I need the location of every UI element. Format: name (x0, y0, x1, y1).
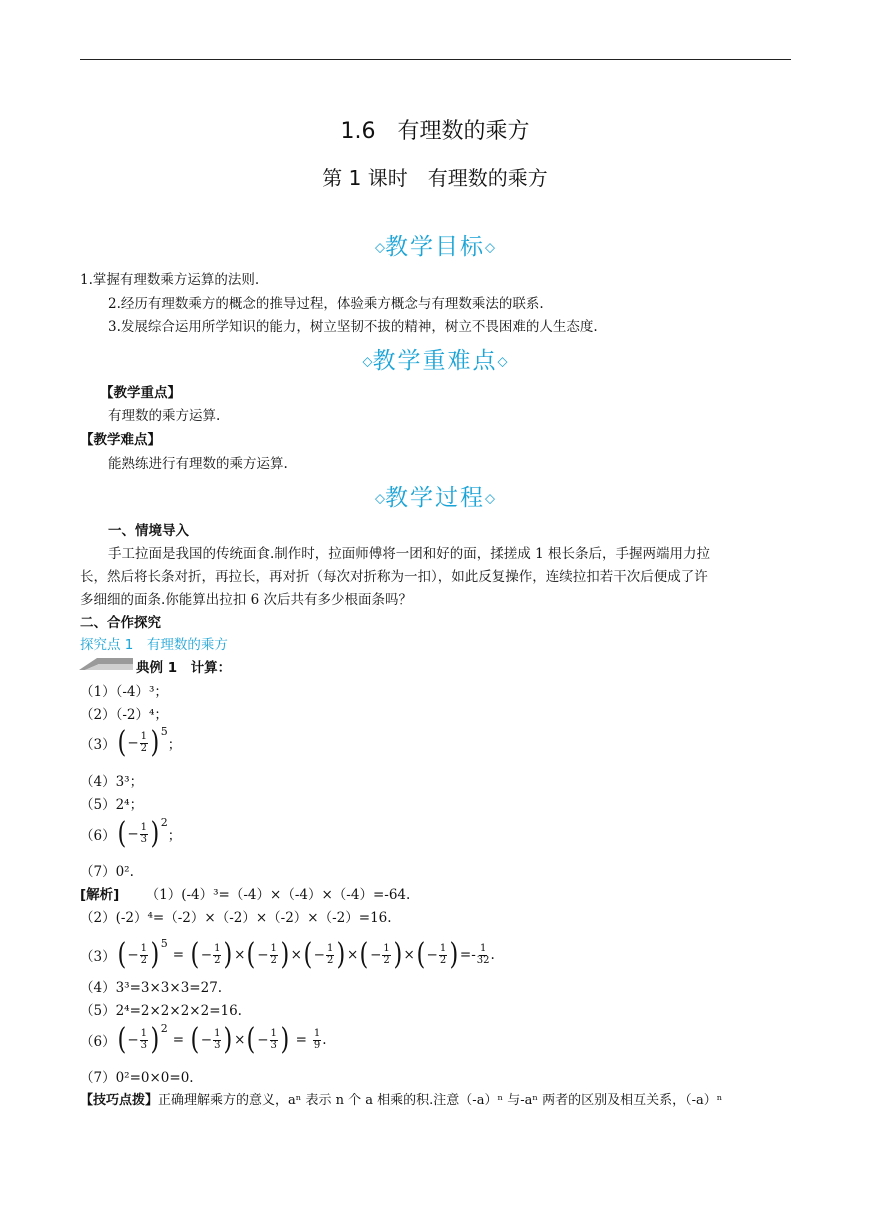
solution-line: （2）(-2）⁴=（-2）×（-2）×（-2）×（-2）=16. (80, 910, 392, 926)
solution-line: （3） ( − $\frac{1}{2}$ ) 5 = ( − $\frac{1}{2}$ ) × ( − $\frac{1}{2}$ ) × ( − $\frac{1}{2}$ ) × ( − $\frac{1}{2}$ ) × ( − $\frac{1}{2}$ ) =- $\frac{1}{32}$ . (80, 936, 495, 972)
lesson-subtitle: 第 1 课时 有理数的乘方 (322, 166, 548, 190)
problem-item: （5）2⁴； (80, 797, 144, 813)
intro-paragraph-line: 长，然后将长条对折，再拉长，再对折（每次对折称为一扣），如此反复操作，连续拉扣若干次后便成了许 (80, 569, 708, 585)
objective-item: 2.经历有理数乘方的概念的推导过程，体验乘方概念与有理数乘法的联系. (108, 296, 544, 312)
solution-line: [解析] （1）(-4）³=（-4）×（-4）×（-4）=-64. (80, 887, 411, 903)
tip-paragraph (80, 1089, 722, 1108)
section-objectives-heading (0, 228, 870, 261)
fraction: $\frac{1}{2}$ (140, 731, 147, 754)
solution-line: （7）0²=0×0=0. (80, 1070, 194, 1086)
diamond-icon: ◇ (375, 491, 385, 507)
exponent: 5 (160, 724, 168, 738)
exponent: 2 (160, 815, 168, 829)
analysis-label: [解析] (80, 887, 120, 903)
solution-line: （4）3³=3×3×3=27. (80, 980, 223, 996)
section-process-heading (0, 479, 870, 512)
section-process-label: 教学过程 (385, 485, 485, 511)
problem-item: （6） ( − $\frac{1}{3}$ ) 2 ； (80, 815, 182, 851)
objective-item: 3.发展综合运用所学知识的能力，树立坚韧不拔的精神，树立不畏困难的人生态度. (108, 319, 598, 335)
page-title: 1.6 有理数的乘方 (340, 119, 530, 144)
example-tag-icon (79, 656, 133, 670)
tip-text: 正确理解乘方的意义，aⁿ 表示 n 个 a 相乘的积.注意（-a）ⁿ 与-aⁿ 两者的区别及相互关系，（-a）ⁿ (158, 1093, 723, 1108)
diamond-icon: ◇ (485, 491, 495, 507)
section-objectives-label: 教学目标 (385, 234, 485, 260)
intro-paragraph-line: 多细细的面条.你能算出拉扣 6 次后共有多少根面条吗？ (80, 592, 412, 608)
part1-title: 一、情境导入 (108, 523, 189, 539)
header-rule (80, 59, 791, 60)
tip-label: 【技巧点拨】 (80, 1093, 159, 1108)
diamond-icon: ◇ (497, 354, 508, 370)
diamond-icon: ◇ (362, 354, 373, 370)
focus-text: 有理数的乘方运算. (108, 408, 221, 424)
problem-item: （3） ( − $\frac{1}{2}$ ) 5 ； (80, 724, 182, 760)
difficulty-label: 【教学难点】 (80, 432, 161, 448)
fraction: $\frac{1}{3}$ (140, 822, 147, 845)
problem-item: （7）0². (80, 864, 134, 880)
problem-label: （3） (80, 737, 116, 753)
section-keypoints-heading (0, 342, 870, 375)
example-label: 典例 1 计算： (136, 660, 232, 676)
problem-item: （1）（-4）³； (80, 684, 168, 700)
diamond-icon: ◇ (485, 240, 495, 256)
result-fraction: $\frac{1}{9}$ (313, 1028, 321, 1051)
objective-item: 1.掌握有理数乘方运算的法则. (80, 272, 260, 288)
solution-line: （6） ( − $\frac{1}{3}$ ) 2 = ( − $\frac{1}{3}$ ) × ( − $\frac{1}{3}$ ) = $\frac{1}{9}$ . (80, 1021, 327, 1057)
problem-item: （2）（-2）⁴； (80, 707, 168, 723)
diamond-icon: ◇ (375, 240, 385, 256)
part2-title: 二、合作探究 (80, 615, 161, 631)
problem-item: （4）3³； (80, 774, 144, 790)
problem-label: （6） (80, 828, 116, 844)
explore-point-heading: 探究点 1 有理数的乘方 (80, 637, 228, 653)
difficulty-text: 能熟练进行有理数的乘方运算. (108, 456, 288, 472)
intro-paragraph-line: 手工拉面是我国的传统面食.制作时，拉面师傅将一团和好的面，揉搓成 1 根长条后，手握两端用力拉 (108, 546, 710, 562)
focus-label: 【教学重点】 (100, 385, 181, 401)
solution-line: （5）2⁴=2×2×2×2=16. (80, 1003, 242, 1019)
result-fraction: $\frac{1}{32}$ (476, 943, 490, 966)
section-keypoints-label: 教学重难点 (372, 348, 498, 374)
